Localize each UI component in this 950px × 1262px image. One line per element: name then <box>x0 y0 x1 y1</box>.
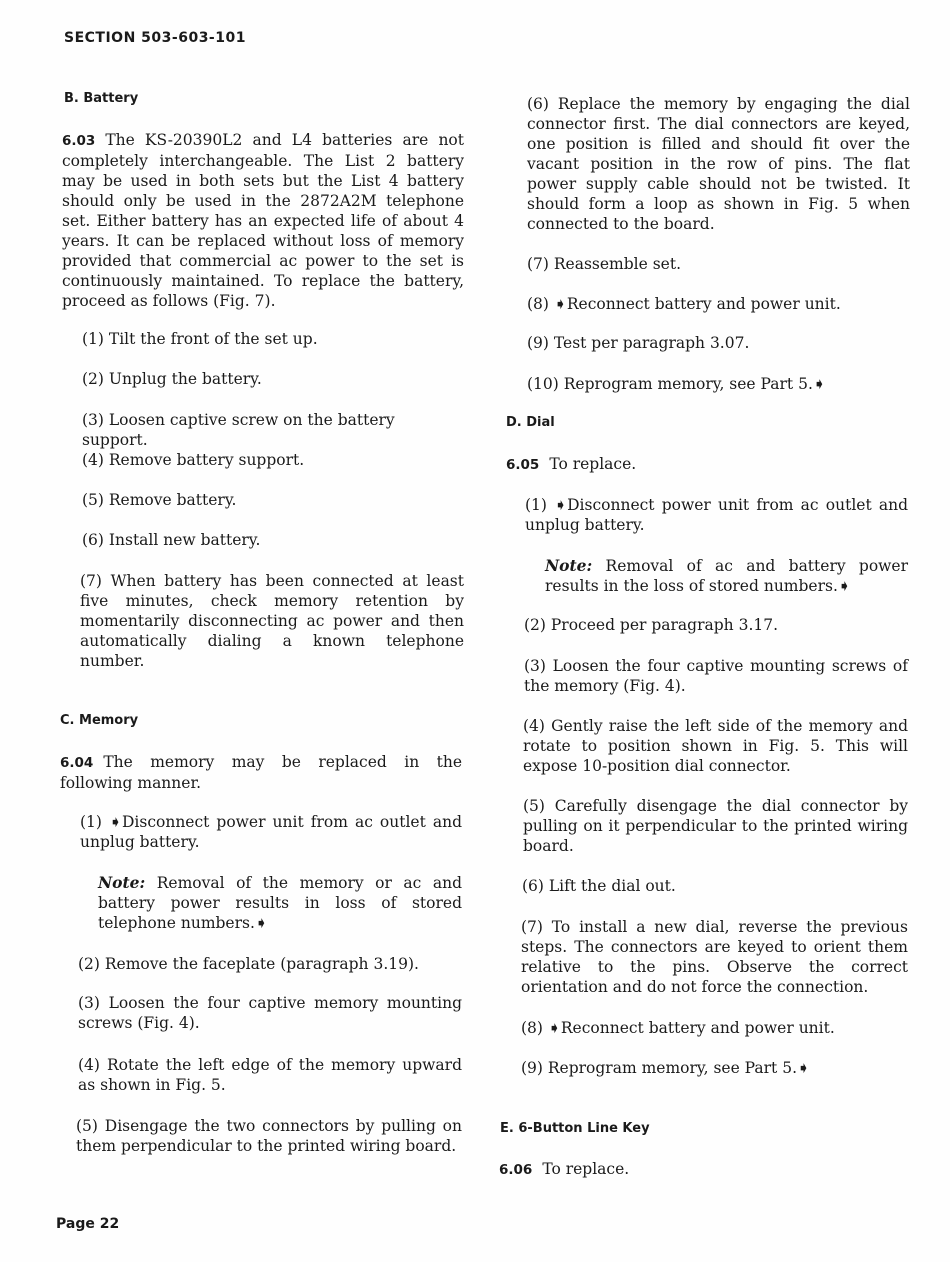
linekey-paragraph <box>499 1159 904 1180</box>
battery-heading: B. Battery <box>64 91 139 106</box>
memory-step-5: (5) Disengage the two connectors by pulling on them perpendicular to the printed wiring board. <box>76 1117 462 1155</box>
dial-step-7: (7) To install a new dial, reverse the previous steps. The connectors are keyed to orient them relative to the pins. Observe the correct orientation and do not force the connection. <box>521 918 908 996</box>
dial-step-9: (9) Reprogram memory, see Part 5.➧ <box>521 1059 810 1077</box>
memory-note <box>98 873 462 933</box>
dial-step-3: (3) Loosen the four captive mounting screws of the memory (Fig. 4). <box>524 657 908 695</box>
dial-step-4: (4) Gently raise the left side of the memory and rotate to position shown in Fig. 5. This will expose 10-position dial connector. <box>523 717 908 775</box>
paragraph-number: 6.03 <box>62 133 96 149</box>
memory-step-6: (6) Replace the memory by engaging the dial connector first. The dial connectors are keyed, one position is filled and should fit over the vacant position in the row of pins. The flat power supply cable should not be twisted. It should form a loop as shown in Fig. 5 when connected to the board. <box>527 95 910 233</box>
memory-step-2: (2) Remove the faceplate (paragraph 3.19). <box>78 955 419 973</box>
dial-paragraph <box>506 454 910 475</box>
dial-step-2: (2) Proceed per paragraph 3.17. <box>524 616 779 634</box>
dial-step-6: (6) Lift the dial out. <box>522 877 676 895</box>
battery-step-2: (2) Unplug the battery. <box>82 370 262 388</box>
dial-step-8: (8) ➧Reconnect battery and power unit. <box>521 1019 835 1037</box>
battery-step-4: (4) Remove battery support. <box>82 451 305 469</box>
memory-step-3: (3) Loosen the four captive memory mounting screws (Fig. 4). <box>78 994 462 1032</box>
memory-heading: C. Memory <box>60 713 139 728</box>
paragraph-text: The KS-20390L2 and L4 batteries are not completely interchangeable. The List 2 battery may be used in both sets but the List 4 battery should only be used in the 2872A2M telephone set. Either battery has an expected life of about 4 years. It can be replaced without loss of memory provided that commercial ac power to the set is continuously maintained. To replace the battery, proceed as follows (Fig. 7). <box>62 131 464 310</box>
paragraph-number: 6.05 <box>506 457 540 473</box>
dial-heading: D. Dial <box>506 415 555 430</box>
dial-step-5: (5) Carefully disengage the dial connector by pulling on it perpendicular to the printed wiring board. <box>523 797 908 855</box>
battery-step-5: (5) Remove battery. <box>82 491 237 509</box>
battery-paragraph <box>62 130 464 311</box>
battery-step-1: (1) Tilt the front of the set up. <box>82 330 318 348</box>
paragraph-text: The memory may be replaced in the following manner. <box>60 753 462 792</box>
memory-step-10: (10) Reprogram memory, see Part 5.➧ <box>527 375 826 393</box>
memory-step-8: (8) ➧Reconnect battery and power unit. <box>527 295 841 313</box>
paragraph-text: To replace. <box>549 455 637 473</box>
linekey-heading: E. 6-Button Line Key <box>500 1121 650 1136</box>
memory-paragraph <box>60 752 462 793</box>
memory-step-1: (1) ➧Disconnect power unit from ac outlet and unplug battery. <box>80 813 462 851</box>
battery-step-6: (6) Install new battery. <box>82 531 261 549</box>
dial-note <box>545 556 908 596</box>
note-label: Note: <box>98 873 146 892</box>
memory-step-9: (9) Test per paragraph 3.07. <box>527 334 750 352</box>
battery-step-7: (7) When battery has been connected at least five minutes, check memory retention by momentarily disconnecting ac power and then automatically dialing a known telephone number. <box>80 572 464 670</box>
paragraph-number: 6.06 <box>499 1162 533 1178</box>
note-text: Removal of ac and battery power results in the loss of stored numbers.➧ <box>545 557 908 595</box>
note-label: Note: <box>545 556 593 575</box>
memory-step-4: (4) Rotate the left edge of the memory upward as shown in Fig. 5. <box>78 1056 462 1094</box>
note-text: Removal of the memory or ac and battery power results in loss of stored telephone numbers.➧ <box>98 874 462 932</box>
paragraph-number: 6.04 <box>60 755 94 771</box>
section-header: SECTION 503-603-101 <box>64 30 246 46</box>
battery-step-3: (3) Loosen captive screw on the battery support. <box>82 411 395 449</box>
page-number: Page 22 <box>56 1216 120 1232</box>
memory-step-7: (7) Reassemble set. <box>527 255 682 273</box>
dial-step-1: (1) ➧Disconnect power unit from ac outlet and unplug battery. <box>525 496 908 534</box>
paragraph-text: To replace. <box>542 1160 630 1178</box>
